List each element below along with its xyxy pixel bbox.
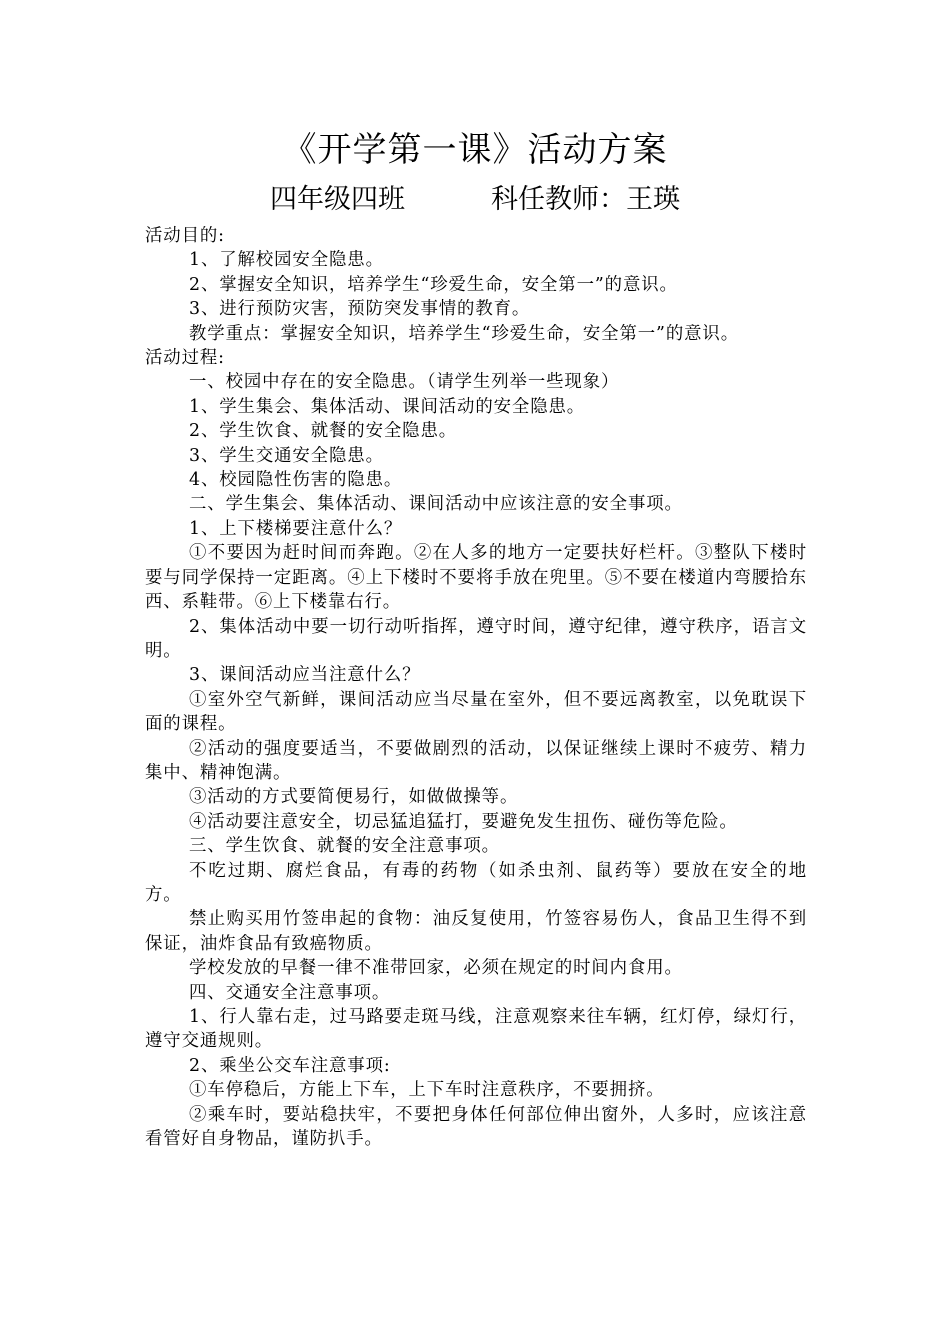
paragraph: ④活动要注意安全，切忌猛追猛打，要避免发生扭伤、碰伤等危险。 bbox=[189, 811, 738, 832]
document-subtitle bbox=[0, 180, 950, 220]
paragraph: 3、课间活动应当注意什么？ bbox=[189, 665, 421, 686]
paragraph: 教学重点：掌握安全知识，培养学生“珍爱生命，安全第一”的意识。 bbox=[189, 323, 740, 344]
paragraph: 不吃过期、腐烂食品，有毒的药物（如杀虫剂、鼠药等）要放在安全的地方。 bbox=[145, 860, 807, 905]
paragraph: 三、学生饮食、就餐的安全注意事项。 bbox=[189, 836, 500, 857]
paragraph: 2、学生饮食、就餐的安全隐患。 bbox=[189, 421, 458, 442]
paragraph: 活动过程: bbox=[145, 348, 225, 369]
paragraph: 一、校园中存在的安全隐患。（请学生列举一些现象） bbox=[189, 372, 620, 393]
paragraph: 3、学生交通安全隐患。 bbox=[189, 445, 384, 466]
paragraph: ①不要因为赶时间而奔跑。②在人多的地方一定要扶好栏杆。③整队下楼时要与同学保持一定距离。④上下楼时不要将手放在兜里。⑤不要在楼道内弯腰拾东西、系鞋带。⑥上下楼靠右行。 bbox=[145, 543, 807, 613]
class-name: 四年级四班 bbox=[270, 184, 405, 215]
paragraph: 活动目的: bbox=[145, 226, 225, 246]
paragraph: 2、乘坐公交车注意事项: bbox=[189, 1055, 391, 1076]
paragraph: 1、行人靠右走，过马路要走斑马线，注意观察来往车辆，红灯停，绿灯行，遵守交通规则。 bbox=[145, 1007, 807, 1052]
paragraph: 四、交通安全注意事项。 bbox=[189, 982, 391, 1003]
paragraph: 1、上下楼梯要注意什么？ bbox=[189, 518, 403, 539]
paragraph: 2、集体活动中要一切行动听指挥，遵守时间，遵守纪律，遵守秩序，语言文明。 bbox=[145, 616, 807, 661]
paragraph: ②乘车时，要站稳扶牢，不要把身体任何部位伸出窗外，人多时，应该注意看管好自身物品，谨防扒手。 bbox=[145, 1104, 807, 1150]
teacher-name: 科任教师：王瑛 bbox=[491, 184, 680, 215]
paragraph: ③活动的方式要简便易行，如做做操等。 bbox=[189, 787, 519, 808]
paragraph: ①室外空气新鲜，课间活动应当尽量在室外，但不要远离教室，以免耽误下面的课程。 bbox=[145, 689, 807, 735]
paragraph: ②活动的强度要适当，不要做剧烈的活动，以保证继续上课时不疲劳、精力集中、精神饱满。 bbox=[145, 738, 807, 783]
document-title: 《开学第一课》活动方案 bbox=[282, 130, 668, 170]
paragraph: 3、进行预防灾害，预防突发事情的教育。 bbox=[189, 299, 531, 320]
document-body bbox=[145, 224, 807, 1151]
paragraph: 2、掌握安全知识，培养学生“珍爱生命，安全第一”的意识。 bbox=[189, 274, 678, 295]
paragraph: ①车停稳后，方能上下车，上下车时注意秩序，不要拥挤。 bbox=[189, 1080, 665, 1101]
paragraph: 二、学生集会、集体活动、课间活动中应该注意的安全事项。 bbox=[189, 494, 683, 515]
paragraph: 1、了解校园安全隐患。 bbox=[189, 250, 384, 271]
paragraph: 1、学生集会、集体活动、课间活动的安全隐患。 bbox=[189, 396, 586, 417]
paragraph: 禁止购买用竹签串起的食物：油反复使用，竹签容易伤人，食品卫生得不到保证，油炸食品有致癌物质。 bbox=[145, 909, 807, 954]
paragraph: 4、校园隐性伤害的隐患。 bbox=[189, 470, 403, 491]
paragraph: 学校发放的早餐一律不准带回家，必须在规定的时间内食用。 bbox=[189, 958, 683, 979]
